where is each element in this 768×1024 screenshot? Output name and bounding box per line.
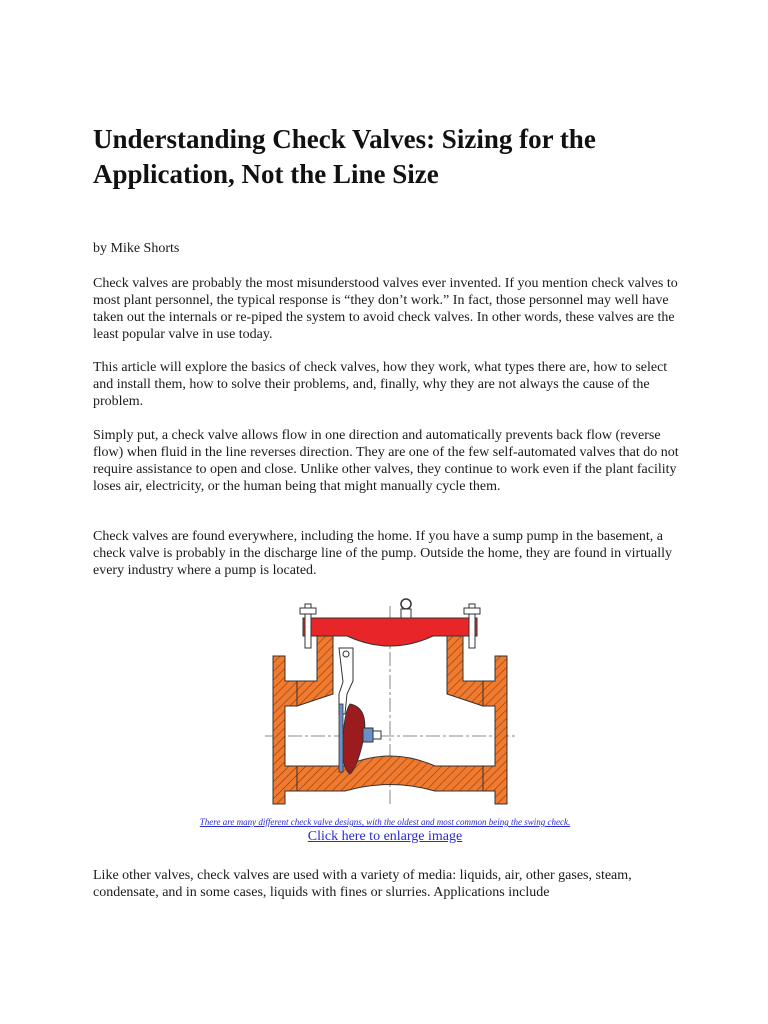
right-flange	[483, 656, 507, 804]
body-upper-left	[297, 636, 333, 706]
swing-check-valve-figure	[255, 596, 525, 811]
lifting-eye-bolt	[401, 599, 411, 609]
eye-bolt-base	[401, 609, 411, 618]
enlarge-image-link[interactable]: Click here to enlarge image	[307, 829, 463, 844]
left-bolt-nut	[300, 608, 316, 614]
paragraph-definition: Simply put, a check valve allows flow in one direction and automatically prevents back flow (reverse flow) when fluid in the line reverses direction. They are one of the few self-automated valves that do not require assistance to open and close. Unlike other valves, they continue to work even if the plant facility loses air, electricity, or the human being that might manually cycle them.	[93, 428, 679, 494]
seat-ring	[339, 704, 343, 772]
hinge-pin	[343, 651, 349, 657]
figure-caption[interactable]: There are many different check valve designs, with the oldest and most common being the swing check.	[199, 817, 571, 827]
paragraph-scope: This article will explore the basics of check valves, how they work, what types there are, how to select and install them, how to solve their problems, and, finally, why they are not always the cause of the problem.	[93, 360, 668, 409]
disc-nut-cap	[373, 731, 381, 739]
paragraph-usage: Check valves are found everywhere, including the home. If you have a sump pump in the basement, a check valve is probably in the discharge line of the pump. Outside the home, they are found in virtually every industry where a pump is located.	[93, 529, 673, 578]
disc-nut	[363, 728, 373, 742]
paragraph-intro: Check valves are probably the most misunderstood valves ever invented. If you mention check valves to most plant personnel, the typical response is “they don’t work.” In fact, those personnel may well have taken out the internals or re-piped the system to avoid check valves. In other words, these valves are the least popular valve in use today.	[93, 276, 678, 342]
paragraph-media: Like other valves, check valves are used with a variety of media: liquids, air, other gases, steam, condensate, and in some cases, liquids with fines or slurries. Applications include	[93, 868, 632, 900]
right-bolt-nut	[464, 608, 480, 614]
swing-check-valve-diagram	[255, 596, 525, 811]
body-upper-right	[447, 636, 483, 706]
left-flange	[273, 656, 297, 804]
byline: by Mike Shorts	[93, 241, 180, 256]
article-title: Understanding Check Valves: Sizing for the Application, Not the Line Size	[93, 124, 596, 189]
